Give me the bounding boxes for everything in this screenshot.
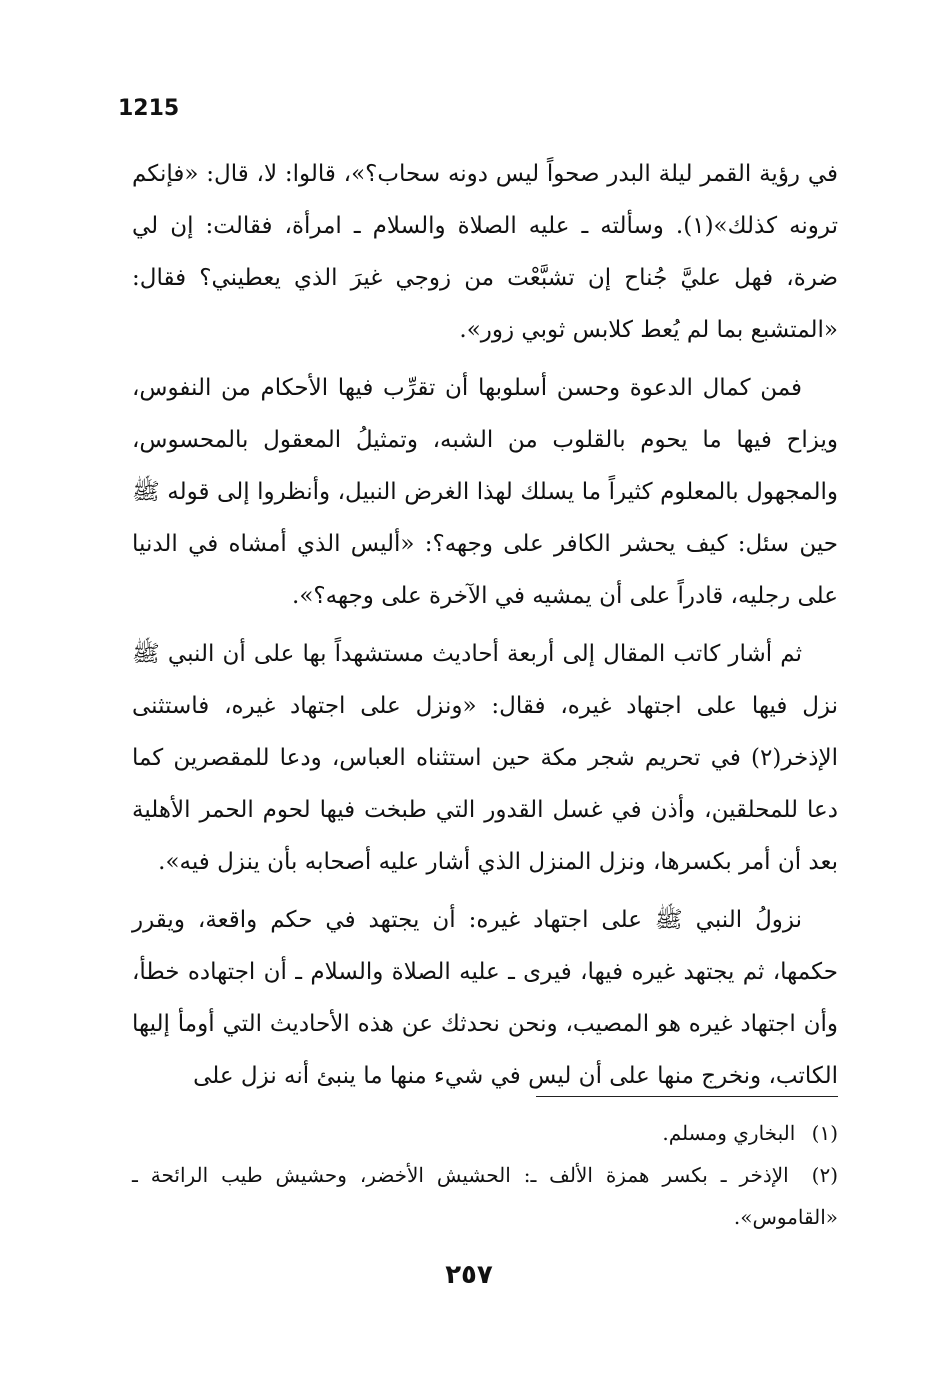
footnote-number: (٢) (811, 1163, 838, 1187)
running-page-number: 1215 (118, 96, 180, 121)
footnotes (132, 1112, 838, 1238)
footnote (132, 1154, 838, 1238)
footnote-text: البخاري ومسلم. (662, 1121, 796, 1145)
folio-page-number: ٢٥٧ (445, 1260, 493, 1290)
footnote-text: الإذخر ـ بكسر همزة الألف ـ: الحشيش الأخضر، وحشيش طيب الرائحة ـ «القاموس». (132, 1163, 838, 1229)
paragraph: فمن كمال الدعوة وحسن أسلوبها أن تقرِّب فيها الأحكام من النفوس، ويزاح فيها ما يحوم بالقلوب من الشبه، وتمثيلُ المعقول بالمحسوس، والمجهول بالمعلوم كثيراً ما يسلك لهذا الغرض النبيل، وأنظروا إلى قوله ﷺ حين سئل: كيف يحشر الكافر على وجهه؟: «أليس الذي أمشاه في الدنيا على رجليه، قادراً على أن يمشيه في الآخرة على وجهه؟». (132, 375, 838, 609)
main-text (132, 148, 838, 1108)
footnote-separator (536, 1096, 838, 1097)
paragraph: في رؤية القمر ليلة البدر صحواً ليس دونه سحاب؟»، قالوا: لا، قال: «فإنكم ترونه كذلك»(١). وسألته ـ عليه الصلاة والسلام ـ امرأة، فقالت: إن لي ضرة، فهل عليَّ جُناح إن تشبَّعْت من زوجي غيرَ الذي يعطيني؟ فقال: «المتشبع بما لم يُعط كلابس ثوبي زور». (132, 161, 839, 343)
paragraph: نزولُ النبي ﷺ على اجتهاد غيره: أن يجتهد في حكم واقعة، ويقرر حكمها، ثم يجتهد غيره فيها، فيرى ـ عليه الصلاة والسلام ـ أن اجتهاده خطأ، وأن اجتهاد غيره هو المصيب، ونحن نحدثك عن هذه الأحاديث التي أومأ إليها الكاتب، ونخرج منها على أن ليس في شيء منها ما ينبئ أنه نزل على (132, 907, 838, 1089)
paragraph: ثم أشار كاتب المقال إلى أربعة أحاديث مستشهداً بها على أن النبي ﷺ نزل فيها على اجتهاد غيره، فقال: «ونزل على اجتهاد غيره، فاستثنى الإذخر(٢) في تحريم شجر مكة حين استثناه العباس، ودعا للمقصرين كما دعا للمحلقين، وأذن في غسل القدور التي طبخت فيها لحوم الحمر الأهلية بعد أن أمر بكسرها، ونزل المنزل الذي أشار عليه أصحابه بأن ينزل فيه». (132, 641, 838, 875)
footnote-number: (١) (811, 1121, 838, 1145)
footnote (132, 1112, 838, 1154)
